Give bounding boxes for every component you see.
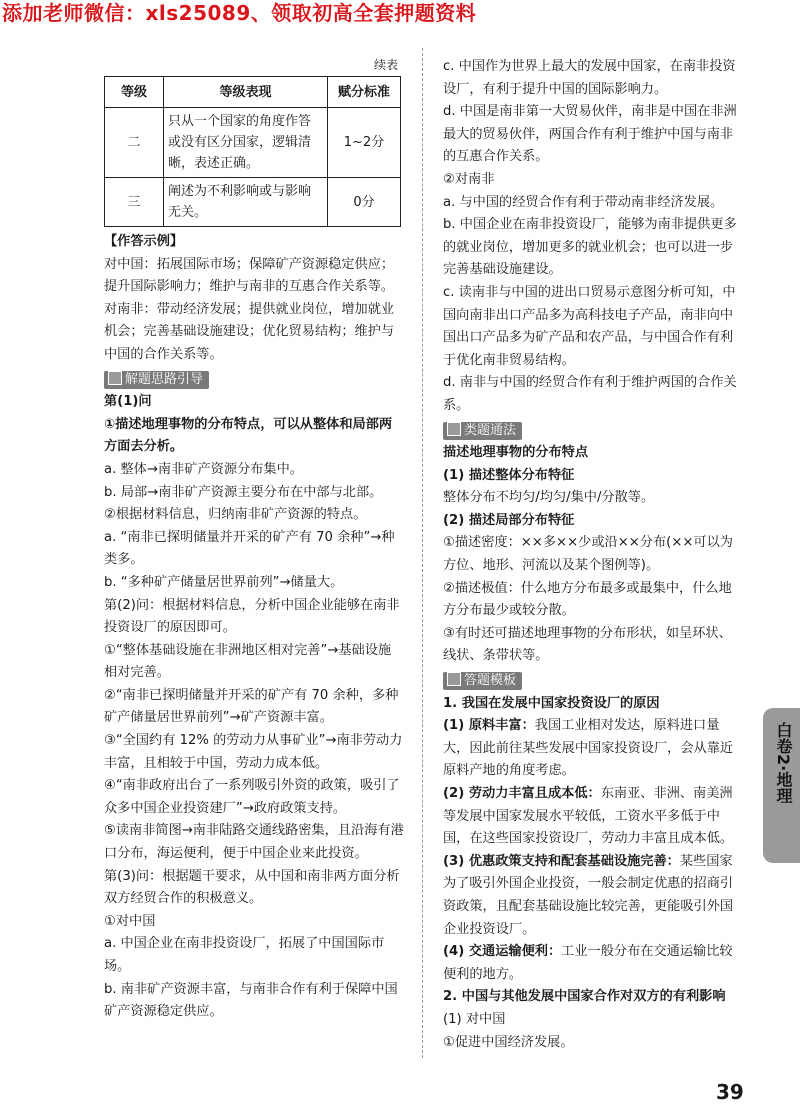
book-icon <box>447 672 461 686</box>
q1-2a: a. “南非已探明储量并开采的矿产有 70 余种”→种类多。 <box>104 529 395 568</box>
guide-tag <box>104 371 209 389</box>
answer-1-title: 1. 我国在发展中国家投资设厂的原因 <box>443 695 660 711</box>
pencil-icon <box>108 371 122 385</box>
q2-4: ④“南非政府出台了一系列吸引外资的政策，吸引了众多中国企业投资建厂”→政府政策支持。 <box>104 778 400 816</box>
q2-2: ②“南非已探明储量并开采的矿产有 70 余种，多种矿产储量居世界前列”→矿产资源丰富。 <box>104 687 399 726</box>
answer-1-4: (4) 交通运输便利：工业一般分布在交通运输比较便利的地方。 <box>443 944 733 982</box>
r2-b: b. 中国企业在南非投资设厂，能够为南非提供更多的就业岗位，增加更多的就业机会；也可以进一步完善基础设施建设。 <box>443 217 737 278</box>
answer-2-title: 2. 中国与其他发展中国家合作对双方的有利影响 <box>443 989 726 1005</box>
cell-level: 三 <box>105 178 164 227</box>
q3-1a: a. 中国企业在南非投资设厂，拓展了中国国际市场。 <box>104 936 385 974</box>
table-row <box>105 178 401 227</box>
r2-d: d. 南非与中国的经贸合作有利于维护两国的合作关系。 <box>443 375 737 413</box>
model-tag-label: 答题模板 <box>464 673 517 689</box>
header-score: 赋分标准 <box>328 77 401 108</box>
key-icon <box>447 422 461 436</box>
promo-banner: 添加老师微信：xls25089、领取初高全套押题资料 <box>2 1 477 25</box>
r1-c: c. 中国作为世界上最大的发展中国家，在南非投资设厂，有利于提升中国的国际影响力。 <box>443 59 736 97</box>
header-level: 等级 <box>105 77 164 108</box>
method-title: 描述地理事物的分布特点 <box>443 445 589 461</box>
cell-score: 1~2分 <box>328 108 401 178</box>
cell-level: 二 <box>105 108 164 178</box>
method-2: (2) 描述局部分布特征 <box>443 512 575 528</box>
page-number: 39 <box>716 1080 744 1104</box>
answer-2-1: (1) 对中国 <box>443 1011 506 1027</box>
method-tag <box>443 422 522 440</box>
q1-point: ①描述地理事物的分布特点，可以从整体和局部两方面去分析。 <box>104 416 393 455</box>
table-row <box>105 108 401 178</box>
answer-1-1: (1) 原料丰富：我国工业相对发达，原料进口量大，因此前往某些发展中国家投资设厂，会从靠近原料产地的角度考虑。 <box>443 718 734 779</box>
guide-tag-label: 解题思路引导 <box>125 371 204 387</box>
q2-3: ③“全国约有 12% 的劳动力从事矿业”→南非劳动力丰富，且相较于中国，劳动力成本低。 <box>104 733 403 771</box>
r2-a: a. 与中国的经贸合作有利于带动南非经济发展。 <box>443 194 724 210</box>
q3-1b: b. 南非矿产资源丰富，与南非合作有利于保障中国矿产资源稳定供应。 <box>104 981 398 1020</box>
right-column <box>443 56 743 1054</box>
method-tag-label: 类题通法 <box>464 422 517 438</box>
q1-2b: b. “多种矿产储量居世界前列”→储量大。 <box>104 574 344 590</box>
example-title: 【作答示例】 <box>104 234 184 249</box>
q1-a: a. 整体→南非矿产资源分布集中。 <box>104 461 303 477</box>
r2-title: ②对南非 <box>443 171 495 187</box>
side-tab-label: 白卷2·地理 <box>774 722 793 804</box>
q1-2: ②根据材料信息，归纳南非矿产资源的特点。 <box>104 507 367 523</box>
r2-c: c. 读南非与中国的进出口贸易示意图分析可知，中国向南非出口产品多为高科技电子产品，南非向中国出口产品多为矿产品和农产品，与中国合作有利于优化南非贸易结构。 <box>443 284 736 368</box>
model-tag <box>443 672 522 690</box>
grading-table <box>104 76 401 227</box>
left-column <box>104 56 404 1024</box>
method-2-3: ③有时还可描述地理事物的分布形状，如呈环状、线状、条带状等。 <box>443 625 732 664</box>
example-text: 对中国：拓展国际市场；保障矿产资源稳定供应；提升国际影响力；维护与南非的互惠合作关系等。对南非：带动经济发展；提供就业岗位，增加就业机会；完善基础设施建设；优化贸易结构；维护与中国的合作关系等。 <box>104 256 395 362</box>
q3-title: 第(3)问：根据题干要求，从中国和南非两方面分析双方经贸合作的积极意义。 <box>104 868 400 907</box>
cell-score: 0分 <box>328 178 401 227</box>
answer-2-1a: ①促进中国经济发展。 <box>443 1034 574 1050</box>
q3-1: ①对中国 <box>104 913 156 929</box>
table-continued-note: 续表 <box>373 58 398 72</box>
method-2-2: ②描述极值：什么地方分布最多或最集中，什么地方分布最少或较分散。 <box>443 580 732 619</box>
header-performance: 等级表现 <box>164 77 328 108</box>
cell-desc: 只从一个国家的角度作答或没有区分国家，逻辑清晰，表述正确。 <box>164 108 328 178</box>
table-header-row <box>105 77 401 108</box>
method-1-text: 整体分布不均匀/均匀/集中/分散等。 <box>443 490 655 506</box>
q2-title: 第(2)问：根据材料信息，分析中国企业能够在南非投资设厂的原因即可。 <box>104 597 400 636</box>
method-2-1: ①描述密度：××多××少或沿××分布(××可以为方位、地形、河流以及某个图例等)。 <box>443 535 733 574</box>
column-divider <box>422 48 423 1058</box>
q1-b: b. 局部→南非矿产资源主要分布在中部与北部。 <box>104 484 383 500</box>
q2-1: ①“整体基础设施在非洲地区相对完善”→基础设施相对完善。 <box>104 642 392 681</box>
q1-title: 第(1)问 <box>104 394 152 410</box>
method-1: (1) 描述整体分布特征 <box>443 467 575 483</box>
side-tab <box>763 708 800 863</box>
q2-5: ⑤读南非简图→南非陆路交通线路密集，且沿海有港口分布，海运便利，便于中国企业来此投资。 <box>104 823 404 862</box>
answer-1-2: (2) 劳动力丰富且成本低：东南亚、非洲、南美洲等发展中国家发展水平较低，工资水平多低于中国，在这些国家投资设厂，劳动力丰富且成本低。 <box>443 786 734 847</box>
cell-desc: 阐述为不利影响或与影响无关。 <box>164 178 328 227</box>
answer-1-3: (3) 优惠政策支持和配套基础设施完善：某些国家为了吸引外国企业投资，一般会制定优惠的招商引资政策，且配套基础设施比较完善，更能吸引外国企业投资设厂。 <box>443 853 734 937</box>
r1-d: d. 中国是南非第一大贸易伙伴，南非是中国在非洲最大的贸易伙伴，两国合作有利于维护中国与南非的互惠合作关系。 <box>443 104 737 165</box>
